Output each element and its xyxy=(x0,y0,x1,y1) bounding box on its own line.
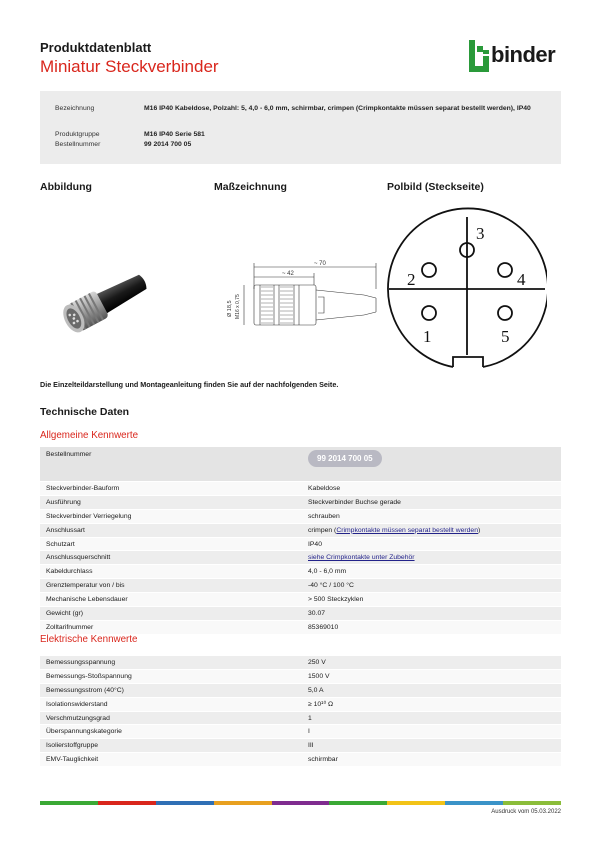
general-specs-table xyxy=(40,446,561,634)
table-row xyxy=(40,725,561,739)
binder-logo-text: binder xyxy=(491,42,556,67)
crimp-contacts-link[interactable]: Crimpkontakte müssen separat bestellt werden xyxy=(336,526,478,534)
spec-key: Bestellnummer xyxy=(40,447,302,482)
footer-color-segment xyxy=(98,801,156,805)
table-row xyxy=(40,551,561,565)
spec-value: I xyxy=(302,725,561,739)
footer-color-segment xyxy=(503,801,561,805)
accessories-link[interactable]: siehe Crimpkontakte unter Zubehör xyxy=(308,554,415,562)
assembly-notice: Die Einzelteildarstellung und Montageanleitung finden Sie auf der nachfolgenden Seite. xyxy=(40,380,339,389)
spec-value: 30.07 xyxy=(302,607,561,621)
document-subtitle: Miniatur Steckverbinder xyxy=(40,57,219,76)
document-title: Produktdatenblatt xyxy=(40,40,152,55)
table-row xyxy=(40,523,561,537)
spec-value: -40 °C / 100 °C xyxy=(302,579,561,593)
spec-key: Überspannungskategorie xyxy=(40,725,302,739)
spec-key: Grenztemperatur von / bis xyxy=(40,579,302,593)
spec-key: EMV-Tauglichkeit xyxy=(40,753,302,766)
pinout-diagram xyxy=(387,205,547,375)
spec-value: ≥ 10¹⁰ Ω xyxy=(302,697,561,711)
order-number-badge: 99 2014 700 05 xyxy=(308,450,382,467)
spec-value: IP40 xyxy=(302,537,561,551)
footer-color-segment xyxy=(445,801,503,805)
spec-value xyxy=(302,551,561,565)
info-value-bestellnummer: 99 2014 700 05 xyxy=(144,141,192,148)
dim-thread: M16 x 0,75 xyxy=(235,294,241,319)
product-info-box xyxy=(40,91,561,164)
spec-value: Kabeldose xyxy=(302,482,561,496)
product-image xyxy=(48,262,158,344)
tech-data-heading: Technische Daten xyxy=(40,406,130,418)
spec-key: Bemessungs-Stoßspannung xyxy=(40,669,302,683)
heading-polbild: Polbild (Steckseite) xyxy=(387,181,484,193)
print-date: Ausdruck vom 05.03.2022 xyxy=(491,809,561,815)
table-row xyxy=(40,739,561,753)
heading-abbildung: Abbildung xyxy=(40,181,92,193)
pin-label-4: 4 xyxy=(517,270,526,289)
spec-key: Bemessungsspannung xyxy=(40,656,302,670)
spec-value: 85369010 xyxy=(302,620,561,633)
table-row xyxy=(40,697,561,711)
spec-value-suffix: ) xyxy=(478,526,481,534)
dim-length-overall: ~ 70 xyxy=(314,261,326,267)
footer-color-segment xyxy=(329,801,387,805)
spec-value: schirmbar xyxy=(302,753,561,766)
electrical-specs-table xyxy=(40,655,561,766)
dim-length-sleeve: ~ 42 xyxy=(282,271,294,277)
spec-key: Zolltarifnummer xyxy=(40,620,302,633)
table-row xyxy=(40,537,561,551)
spec-key: Mechanische Lebensdauer xyxy=(40,593,302,607)
spec-value xyxy=(302,447,561,482)
spec-value: 250 V xyxy=(302,656,561,670)
spec-value: 4,0 - 6,0 mm xyxy=(302,565,561,579)
spec-value xyxy=(302,523,561,537)
spec-value: III xyxy=(302,739,561,753)
table-row xyxy=(40,607,561,621)
spec-key: Steckverbinder Verriegelung xyxy=(40,509,302,523)
footer-color-segment xyxy=(156,801,214,805)
footer-color-segment xyxy=(387,801,445,805)
spec-key: Bemessungsstrom (40°C) xyxy=(40,683,302,697)
info-value-produktgruppe: M16 IP40 Serie 581 xyxy=(144,131,205,138)
spec-value: 1 xyxy=(302,711,561,725)
pin-label-1: 1 xyxy=(423,327,432,346)
spec-value-prefix: crimpen ( xyxy=(308,526,337,534)
binder-logo xyxy=(469,40,564,72)
footer-color-segment xyxy=(40,801,98,805)
dim-diameter-outer: Ø 18,5 xyxy=(227,300,233,317)
spec-key: Anschlussquerschnitt xyxy=(40,551,302,565)
spec-value: > 500 Steckzyklen xyxy=(302,593,561,607)
spec-key: Gewicht (gr) xyxy=(40,607,302,621)
spec-key: Kabeldurchlass xyxy=(40,565,302,579)
footer-color-segment xyxy=(272,801,330,805)
spec-key: Anschlussart xyxy=(40,523,302,537)
table-row xyxy=(40,565,561,579)
heading-masszeichnung: Maßzeichnung xyxy=(214,181,287,193)
table-row xyxy=(40,753,561,766)
info-value-bezeichnung: M16 IP40 Kabeldose, Polzahl: 5, 4,0 - 6,0 mm, schirmbar, crimpen (Crimpkontakte müssen separat bestellt werden), IP40 xyxy=(144,105,531,112)
spec-value: Steckverbinder Buchse gerade xyxy=(302,495,561,509)
spec-value: schrauben xyxy=(302,509,561,523)
table-row xyxy=(40,579,561,593)
spec-key: Verschmutzungsgrad xyxy=(40,711,302,725)
spec-key: Schutzart xyxy=(40,537,302,551)
spec-key: Ausführung xyxy=(40,495,302,509)
spec-value: 1500 V xyxy=(302,669,561,683)
table-row xyxy=(40,669,561,683)
table-row xyxy=(40,620,561,633)
dimension-drawing xyxy=(214,257,384,337)
pin-label-3: 3 xyxy=(476,224,485,243)
spec-key: Isolationswiderstand xyxy=(40,697,302,711)
general-specs-heading: Allgemeine Kennwerte xyxy=(40,430,139,441)
binder-logo-icon xyxy=(469,40,489,72)
footer-color-segment xyxy=(214,801,272,805)
pin-label-2: 2 xyxy=(407,270,416,289)
table-row xyxy=(40,656,561,670)
table-row xyxy=(40,447,561,482)
spec-value: 5,0 A xyxy=(302,683,561,697)
table-row xyxy=(40,683,561,697)
table-row xyxy=(40,509,561,523)
table-row xyxy=(40,593,561,607)
table-row xyxy=(40,495,561,509)
spec-key: Steckverbinder-Bauform xyxy=(40,482,302,496)
table-row xyxy=(40,711,561,725)
info-label-produktgruppe: Produktgruppe xyxy=(55,131,100,138)
info-label-bezeichnung: Bezeichnung xyxy=(55,105,95,112)
footer-color-bar xyxy=(40,801,561,805)
table-row xyxy=(40,482,561,496)
info-label-bestellnummer: Bestellnummer xyxy=(55,141,101,148)
electrical-specs-heading: Elektrische Kennwerte xyxy=(40,634,138,645)
spec-key: Isolierstoffgruppe xyxy=(40,739,302,753)
pin-label-5: 5 xyxy=(501,327,510,346)
